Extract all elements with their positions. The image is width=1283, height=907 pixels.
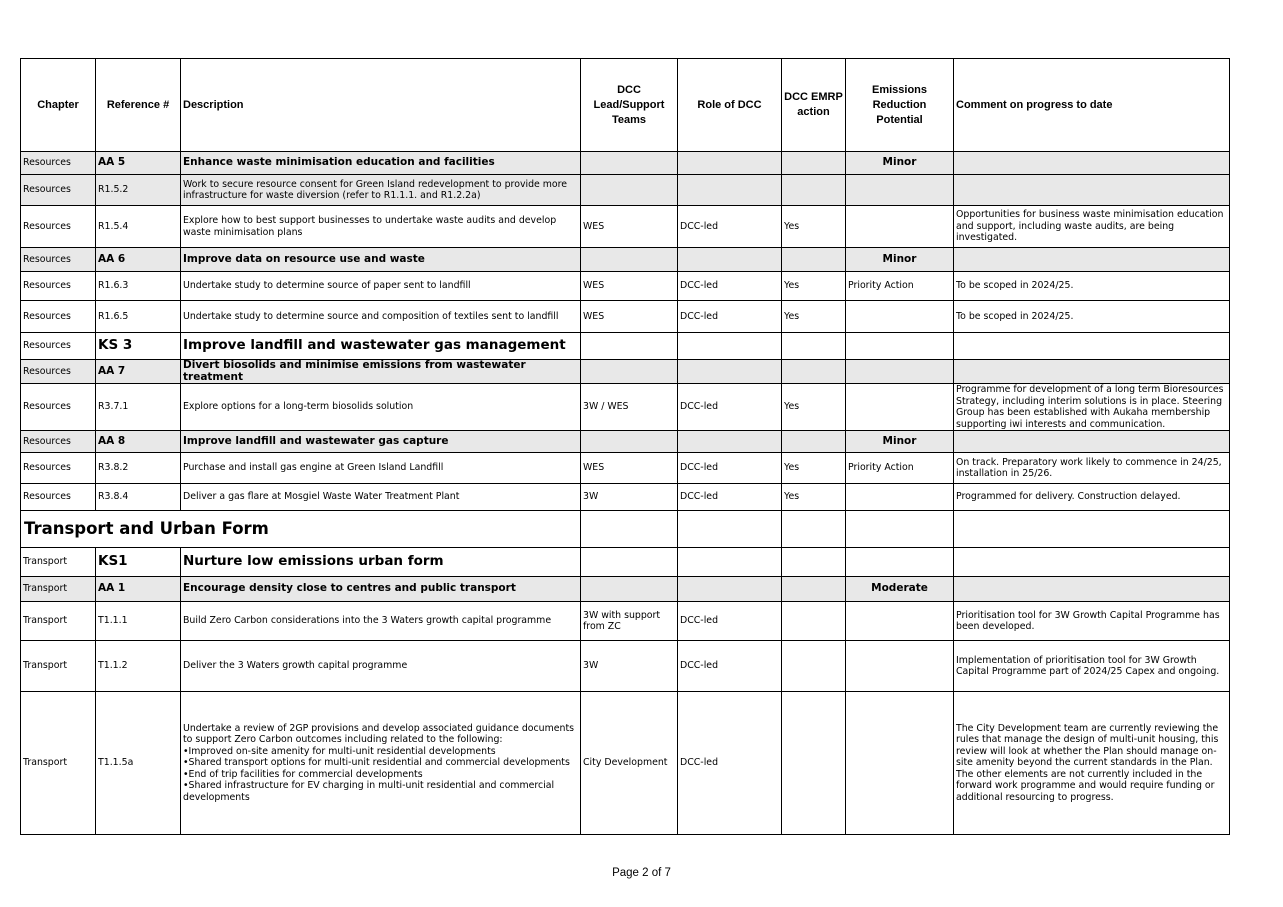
bullet-item-tail: developments <box>183 791 250 803</box>
emrp-cell <box>782 248 846 272</box>
chapter-cell: Resources <box>21 333 96 360</box>
description-cell: Improve landfill and wastewater gas management <box>181 333 581 360</box>
description-cell: Nurture low emissions urban form <box>181 548 581 577</box>
climate-action-table <box>20 58 1230 835</box>
role-cell <box>678 511 782 548</box>
lead-cell: WES <box>581 453 678 484</box>
section-title: Transport and Urban Form <box>21 511 581 548</box>
description-cell: Deliver a gas flare at Mosgiel Waste Water Treatment Plant <box>181 484 581 511</box>
comment-cell <box>954 333 1230 360</box>
emrp-cell: Yes <box>782 384 846 431</box>
table-row <box>21 360 1230 384</box>
comment-cell: The City Development team are currently reviewing the rules that manage the design of multi-unit housing, this review will look at whether the Plan should manage on-site amenity beyond the current standards in the Plan. The other elements are not currently included in the forward work programme and would require funding or additional resourcing to progress. <box>954 692 1230 835</box>
comment-cell: To be scoped in 2024/25. <box>954 301 1230 333</box>
chapter-cell: Resources <box>21 360 96 384</box>
potential-cell: Priority Action <box>846 453 954 484</box>
emrp-cell <box>782 333 846 360</box>
emrp-cell <box>782 577 846 602</box>
lead-cell <box>581 548 678 577</box>
comment-cell: Programme for development of a long term Bioresources Strategy, including interim solutions is in place. Steering Group has been established with Aukaha membership supporting iwi interests and communication. <box>954 384 1230 431</box>
chapter-cell: Resources <box>21 206 96 248</box>
description-cell: Explore how to best support businesses to undertake waste audits and develop waste minimisation plans <box>181 206 581 248</box>
reference-cell: AA 6 <box>96 248 181 272</box>
role-cell <box>678 577 782 602</box>
comment-cell: Programmed for delivery. Construction delayed. <box>954 484 1230 511</box>
role-cell: DCC-led <box>678 301 782 333</box>
lead-cell <box>581 248 678 272</box>
role-cell <box>678 152 782 175</box>
header-emrp: DCC EMRP action <box>782 59 846 152</box>
chapter-cell: Resources <box>21 272 96 301</box>
lead-cell: WES <box>581 301 678 333</box>
emrp-cell <box>782 175 846 206</box>
potential-cell: Minor <box>846 152 954 175</box>
table-row <box>21 641 1230 692</box>
emrp-cell: Yes <box>782 301 846 333</box>
role-cell: DCC-led <box>678 272 782 301</box>
emrp-cell: Yes <box>782 272 846 301</box>
bullet-item: •Improved on-site amenity for multi-unit residential developments <box>183 745 496 757</box>
role-cell <box>678 548 782 577</box>
lead-cell <box>581 152 678 175</box>
lead-cell <box>581 333 678 360</box>
emrp-cell <box>782 602 846 641</box>
section-row <box>21 511 1230 548</box>
reference-cell: R1.5.4 <box>96 206 181 248</box>
emrp-cell <box>782 431 846 453</box>
reference-cell: T1.1.5a <box>96 692 181 835</box>
potential-cell: Priority Action <box>846 272 954 301</box>
reference-cell: R3.7.1 <box>96 384 181 431</box>
potential-cell <box>846 333 954 360</box>
lead-cell: 3W / WES <box>581 384 678 431</box>
role-cell: DCC-led <box>678 641 782 692</box>
comment-cell: Opportunities for business waste minimisation education and support, including waste audits, are being investigated. <box>954 206 1230 248</box>
chapter-cell: Resources <box>21 152 96 175</box>
lead-cell <box>581 577 678 602</box>
chapter-cell: Resources <box>21 175 96 206</box>
comment-cell: Prioritisation tool for 3W Growth Capital Programme has been developed. <box>954 602 1230 641</box>
header-potential: Emissions Reduction Potential <box>846 59 954 152</box>
potential-cell <box>846 384 954 431</box>
table-row <box>21 484 1230 511</box>
role-cell: DCC-led <box>678 602 782 641</box>
emrp-cell: Yes <box>782 484 846 511</box>
reference-cell: R1.6.3 <box>96 272 181 301</box>
lead-cell <box>581 431 678 453</box>
chapter-cell: Resources <box>21 301 96 333</box>
lead-cell <box>581 511 678 548</box>
role-cell: DCC-led <box>678 692 782 835</box>
emrp-cell <box>782 641 846 692</box>
description-cell: Divert biosolids and minimise emissions from wastewater treatment <box>181 360 581 384</box>
reference-cell: AA 5 <box>96 152 181 175</box>
table-row <box>21 248 1230 272</box>
comment-cell <box>954 175 1230 206</box>
potential-cell <box>846 641 954 692</box>
emrp-cell <box>782 360 846 384</box>
potential-cell <box>846 206 954 248</box>
role-cell: DCC-led <box>678 484 782 511</box>
comment-cell: On track. Preparatory work likely to commence in 24/25, installation in 25/26. <box>954 453 1230 484</box>
comment-cell: Implementation of prioritisation tool for 3W Growth Capital Programme part of 2024/25 Capex and ongoing. <box>954 641 1230 692</box>
role-cell: DCC-led <box>678 453 782 484</box>
comment-cell <box>954 152 1230 175</box>
emrp-cell: Yes <box>782 453 846 484</box>
header-row <box>21 59 1230 152</box>
header-description: Description <box>181 59 581 152</box>
bullet-item: •Shared infrastructure for EV charging in multi-unit residential and commercial <box>183 780 555 792</box>
lead-cell: WES <box>581 272 678 301</box>
description-cell: Undertake study to determine source and composition of textiles sent to landfill <box>181 301 581 333</box>
role-cell <box>678 333 782 360</box>
comment-cell <box>954 248 1230 272</box>
emrp-cell <box>782 511 846 548</box>
description-intro: Undertake a review of 2GP provisions and develop associated guidance documents to support Zero Carbon outcomes including related to the following: <box>183 722 575 746</box>
description-cell: Improve landfill and wastewater gas capture <box>181 431 581 453</box>
page-number: Page 2 of 7 <box>612 867 671 879</box>
chapter-cell: Resources <box>21 431 96 453</box>
table-row <box>21 602 1230 641</box>
comment-cell <box>954 511 1230 548</box>
table-row <box>21 577 1230 602</box>
chapter-cell: Transport <box>21 692 96 835</box>
reference-cell: AA 7 <box>96 360 181 384</box>
lead-cell: 3W with support from ZC <box>581 602 678 641</box>
description-bullet-list <box>183 723 578 804</box>
reference-cell: AA 1 <box>96 577 181 602</box>
table-row <box>21 206 1230 248</box>
reference-cell: KS 3 <box>96 333 181 360</box>
reference-cell: AA 8 <box>96 431 181 453</box>
description-cell: Undertake study to determine source of paper sent to landfill <box>181 272 581 301</box>
header-comment: Comment on progress to date <box>954 59 1230 152</box>
header-role: Role of DCC <box>678 59 782 152</box>
description-cell: Build Zero Carbon considerations into the 3 Waters growth capital programme <box>181 602 581 641</box>
role-cell <box>678 431 782 453</box>
lead-cell: 3W <box>581 641 678 692</box>
potential-cell <box>846 692 954 835</box>
reference-cell: R3.8.4 <box>96 484 181 511</box>
description-cell <box>181 692 581 835</box>
role-cell <box>678 248 782 272</box>
role-cell <box>678 175 782 206</box>
chapter-cell: Transport <box>21 641 96 692</box>
header-reference: Reference # <box>96 59 181 152</box>
role-cell: DCC-led <box>678 384 782 431</box>
table-row <box>21 175 1230 206</box>
potential-cell <box>846 175 954 206</box>
bullet-item: •End of trip facilities for commercial developments <box>183 768 423 780</box>
header-chapter: Chapter <box>21 59 96 152</box>
emrp-cell <box>782 692 846 835</box>
chapter-cell: Transport <box>21 548 96 577</box>
description-cell: Deliver the 3 Waters growth capital programme <box>181 641 581 692</box>
reference-cell: KS1 <box>96 548 181 577</box>
chapter-cell: Resources <box>21 484 96 511</box>
table-row <box>21 453 1230 484</box>
bullet-item: •Shared transport options for multi-unit residential and commercial developments <box>183 757 570 769</box>
chapter-cell: Transport <box>21 577 96 602</box>
description-cell: Explore options for a long-term biosolids solution <box>181 384 581 431</box>
lead-cell: WES <box>581 206 678 248</box>
potential-cell <box>846 548 954 577</box>
emrp-cell <box>782 548 846 577</box>
comment-cell: To be scoped in 2024/25. <box>954 272 1230 301</box>
table-row <box>21 301 1230 333</box>
reference-cell: T1.1.2 <box>96 641 181 692</box>
potential-cell <box>846 484 954 511</box>
description-cell: Work to secure resource consent for Green Island redevelopment to provide more infrastructure for waste diversion (refer to R1.1.1. and R1.2.2a) <box>181 175 581 206</box>
potential-cell <box>846 511 954 548</box>
potential-cell <box>846 360 954 384</box>
chapter-cell: Resources <box>21 384 96 431</box>
table-row <box>21 692 1230 835</box>
header-lead: DCC Lead/Support Teams <box>581 59 678 152</box>
table-row <box>21 548 1230 577</box>
chapter-cell: Transport <box>21 602 96 641</box>
reference-cell: T1.1.1 <box>96 602 181 641</box>
comment-cell <box>954 431 1230 453</box>
reference-cell: R1.5.2 <box>96 175 181 206</box>
potential-cell <box>846 301 954 333</box>
table-row <box>21 272 1230 301</box>
comment-cell <box>954 548 1230 577</box>
emrp-cell <box>782 152 846 175</box>
emrp-cell: Yes <box>782 206 846 248</box>
potential-cell: Minor <box>846 248 954 272</box>
lead-cell <box>581 360 678 384</box>
comment-cell <box>954 360 1230 384</box>
chapter-cell: Resources <box>21 453 96 484</box>
chapter-cell: Resources <box>21 248 96 272</box>
reference-cell: R1.6.5 <box>96 301 181 333</box>
description-cell: Improve data on resource use and waste <box>181 248 581 272</box>
table-row <box>21 333 1230 360</box>
table-row <box>21 152 1230 175</box>
lead-cell: City Development <box>581 692 678 835</box>
role-cell <box>678 360 782 384</box>
potential-cell <box>846 602 954 641</box>
table-row <box>21 431 1230 453</box>
potential-cell: Moderate <box>846 577 954 602</box>
potential-cell: Minor <box>846 431 954 453</box>
table-row <box>21 384 1230 431</box>
comment-cell <box>954 577 1230 602</box>
description-cell: Enhance waste minimisation education and facilities <box>181 152 581 175</box>
lead-cell <box>581 175 678 206</box>
description-cell: Purchase and install gas engine at Green Island Landfill <box>181 453 581 484</box>
lead-cell: 3W <box>581 484 678 511</box>
reference-cell: R3.8.2 <box>96 453 181 484</box>
description-cell: Encourage density close to centres and public transport <box>181 577 581 602</box>
role-cell: DCC-led <box>678 206 782 248</box>
